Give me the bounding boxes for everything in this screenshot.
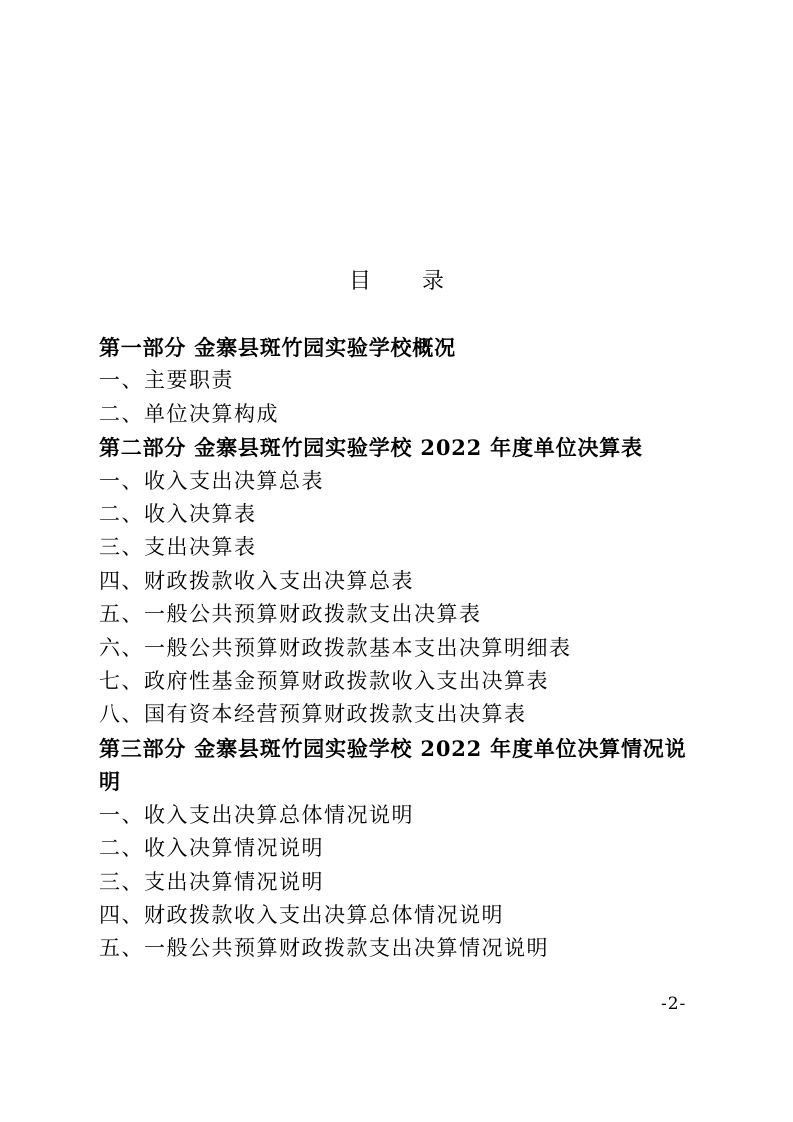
toc-item: 二、收入决算情况说明	[99, 836, 324, 861]
toc-item: 五、一般公共预算财政拨款支出决算表	[99, 602, 482, 627]
toc-item: 八、国有资本经营预算财政拨款支出决算表	[99, 702, 527, 727]
toc-item: 五、一般公共预算财政拨款支出决算情况说明	[99, 936, 549, 961]
table-of-contents	[99, 331, 699, 966]
toc-item: 一、收入支出决算总体情况说明	[99, 802, 414, 827]
toc-item: 四、财政拨款收入支出决算总体情况说明	[99, 902, 504, 927]
toc-part-1: 第一部分 金寨县斑竹园实验学校概况	[99, 335, 456, 360]
toc-item: 三、支出决算表	[99, 535, 257, 560]
toc-title: 目 录	[349, 269, 466, 294]
page-number: -2-	[661, 994, 687, 1014]
toc-item: 六、一般公共预算财政拨款基本支出决算明细表	[99, 635, 572, 660]
toc-item: 二、收入决算表	[99, 502, 257, 527]
toc-item: 一、主要职责	[99, 368, 234, 393]
toc-item: 三、支出决算情况说明	[99, 869, 324, 894]
toc-part-2: 第二部分 金寨县斑竹园实验学校 2022 年度单位决算表	[99, 435, 643, 461]
toc-item: 一、收入支出决算总表	[99, 468, 324, 493]
toc-item: 七、政府性基金预算财政拨款收入支出决算表	[99, 669, 549, 694]
toc-item: 二、单位决算构成	[99, 401, 279, 426]
toc-item: 四、财政拨款收入支出决算总表	[99, 568, 414, 593]
toc-part-3: 第三部分 金寨县斑竹园实验学校 2022 年度单位决算情况说明	[99, 735, 687, 795]
